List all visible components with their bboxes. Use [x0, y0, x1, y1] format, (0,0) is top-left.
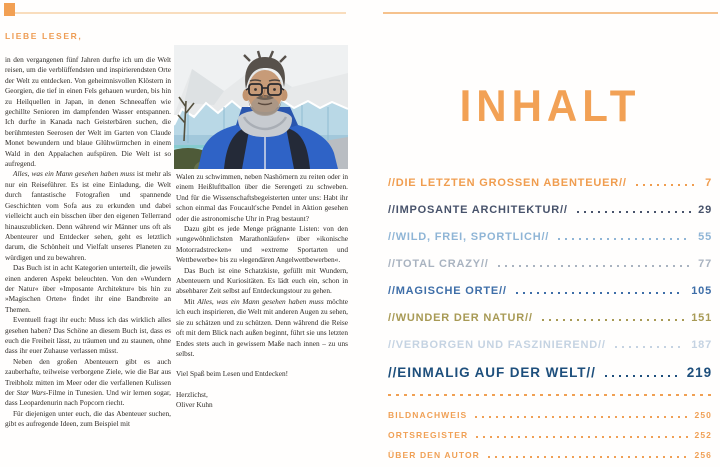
dotted-leader	[558, 238, 691, 240]
toc-entry	[388, 177, 712, 189]
dotted-separator	[388, 394, 712, 396]
dotted-leader	[498, 265, 692, 267]
toc-page-number: 151	[691, 312, 712, 324]
book-title-italic: Alles, was ein Mann gesehen haben muss	[197, 296, 324, 306]
appendix-entry-label: ÜBER DEN AUTOR	[388, 450, 480, 460]
paragraph	[5, 55, 171, 169]
text-segment: Mit	[184, 296, 198, 306]
dotted-leader	[516, 292, 685, 294]
text-segment: Eventuell fragt ihr euch: Muss ich das wirklich alles gesehen haben? Das Schöne an diesem Buch ist, dass es euch die Freiheit lässt, zu träumen und zu staunen, ohne dass ihr euer Zuhause verlassen müsst.	[5, 315, 171, 356]
letter-column-1	[5, 55, 171, 430]
toc-entry-label: //VERBORGEN UND FASZINIEREND//	[388, 339, 606, 351]
appendix-page-number: 250	[694, 410, 712, 420]
text-segment: Für diejenigen unter euch, die das Abenteuer suchen, gibt es aufregende Ideen, zum Beispiel mit	[5, 408, 171, 429]
appendix-page-number: 256	[694, 450, 712, 460]
top-rule-left	[15, 12, 346, 14]
text-segment: Viel Spaß beim Lesen und Entdecken!	[176, 369, 289, 379]
appendix-rows	[388, 410, 712, 460]
appendix-entry-label: BILDNACHWEIS	[388, 410, 468, 420]
toc-entry	[388, 339, 712, 351]
paragraph	[176, 297, 348, 359]
page-right	[360, 0, 720, 467]
paragraph	[5, 315, 171, 357]
toc-entry-label: //IMPOSANTE ARCHITEKTUR//	[388, 204, 568, 216]
dotted-leader	[488, 456, 689, 458]
paragraph	[176, 172, 348, 224]
toc-page-number: 219	[686, 365, 712, 380]
dotted-leader	[615, 346, 684, 348]
corner-accent-square	[4, 3, 15, 16]
appendix-entry-label: ORTSREGISTER	[388, 430, 469, 440]
paragraph	[176, 369, 348, 379]
author-photo-illustration	[174, 45, 348, 169]
paragraph	[176, 224, 348, 266]
toc-entry	[388, 258, 712, 270]
letter-heading: LIEBE LESER,	[5, 31, 83, 41]
toc-entry-label: //DIE LETZTEN GROSSEN ABENTEUER//	[388, 177, 627, 189]
toc-entry	[388, 312, 712, 324]
paragraph	[5, 409, 171, 430]
text-segment: Das Buch ist eine Schatzkiste, gefüllt mit Wundern, Abenteuern und Kuriositäten. Es lädt euch ein, schon in absehbarer Zeit selbst auf Entdeckungstour zu gehen.	[176, 265, 348, 296]
text-segment: Neben den großen Abenteuern gibt es auch zauberhafte, teilweise verborgene Ziele, wie die Bar aus Treibholz mitten im Meer oder die verfallenen Kulissen der	[5, 356, 171, 397]
appendix-list	[388, 394, 712, 470]
toc-page-number: 55	[698, 231, 712, 243]
toc-entry	[388, 285, 712, 297]
toc-entry-label: //WILD, FREI, SPORTLICH//	[388, 231, 550, 243]
book-title-italic: Alles, was ein Mann gesehen haben muss	[13, 169, 135, 179]
toc-entry-label: //MAGISCHE ORTE//	[388, 285, 507, 297]
dotted-leader	[476, 436, 688, 438]
paragraph	[176, 390, 348, 400]
paragraph	[176, 400, 348, 410]
appendix-entry	[388, 450, 712, 460]
letter-column-2	[176, 172, 348, 411]
paragraph	[5, 169, 171, 263]
toc-entry	[388, 366, 712, 380]
text-segment: Das Buch ist in acht Kategorien unterteilt, die jeweils einen anderen Aspekt beleuchten. Von den »Wundern der Natur« über »Imposante Architektur« bis hin zu »Magischen Orten« findet ihr eine Bandbreite an Themen.	[5, 263, 171, 314]
paragraph	[5, 357, 171, 409]
text-segment: -Filme in Tunesien. Und wir lernen sogar, dass Leopardenurin nach Popcorn riecht.	[5, 388, 171, 408]
book-title-italic: Star Wars	[16, 388, 46, 397]
dotted-leader	[636, 184, 698, 186]
toc-entry-label: //WUNDER DER NATUR//	[388, 312, 533, 324]
toc-entry	[388, 204, 712, 216]
dotted-leader	[475, 416, 688, 418]
toc-page-number: 77	[698, 258, 712, 270]
paragraph	[5, 263, 171, 315]
text-segment: in den vergangenen fünf Jahren durfte ich um die Welt reisen, um die verblüffendsten und inspirierendsten Orte der Welt zu entdecken. Von geheimnisvollen Klöstern in Georgien, die tief in einen Fels gehauen wurden, bis hin zu Heilquellen in Japan, in denen Schneeaffen wie gechillte Senioren im dampfenden Wasser entspannen. Ich durfte in Kanada nach Geisterbären suchen, die berühmtesten Seerosen der Welt im Garten von Claude Monet bewundern und blaue Glühwürmchen in einem Wald in den Appalachen aufspüren. Die Welt ist so aufregend.	[5, 55, 171, 169]
dotted-leader	[605, 375, 680, 377]
toc-entry	[388, 231, 712, 243]
toc-page-number: 105	[691, 285, 712, 297]
dotted-leader	[542, 319, 685, 321]
author-photo	[174, 45, 348, 169]
text-segment: Herzlichst,	[176, 389, 208, 399]
text-segment: Oliver Kuhn	[176, 400, 213, 410]
toc-page-number: 29	[698, 204, 712, 216]
toc-entry-label: //TOTAL CRAZY//	[388, 258, 489, 270]
paragraph	[176, 266, 348, 297]
text-segment: Dazu gibt es jede Menge prägnante Listen: von den »ungewöhnlichsten Marathonläufen« über »ikonische Motorradstrecken« und »extreme Sportarten und Wettbewerbe« bis zu »legendären Angelwettbewerben«.	[176, 224, 348, 265]
top-rule-right	[383, 12, 718, 14]
dotted-leader	[577, 211, 691, 213]
appendix-entry	[388, 430, 712, 440]
text-segment: möchte ich euch inspirieren, die Welt mit anderen Augen zu sehen, sie zu schätzen und zu schützen. Denn während die Reise oft mit dem Blick nach außen beginnt, führt sie uns letzten Endes stets auch in gewissem Maße nach innen – zu uns selbst.	[176, 296, 348, 358]
toc-page-number: 7	[705, 177, 712, 189]
appendix-page-number: 252	[694, 430, 712, 440]
appendix-entry	[388, 410, 712, 420]
toc-entry-label: //EINMALIG AUF DER WELT//	[388, 365, 596, 380]
text-segment: ist mehr als nur ein Reiseführer. Es ist eine Einladung, die Welt durch fantastische Fotografien und spannende Geschichten vom Sofa aus zu erkunden und dabei vielleicht auch ein bisschen über den eigenen Tellerrand hinauszublicken. Denn während wir Männer uns oft als Abenteurer und Entdecker sehen, geht es letztlich darum, die Schönheit und Vielfalt unseres Planeten zu würdigen und zu bewahren.	[5, 169, 172, 262]
text-segment: Walen zu schwimmen, neben Nashörnern zu reiten oder in einem Heißluftballon über die Serengeti zu schweben. Und für die Wissenschaftsbegeisterten unter uns: Habt ihr schon einmal das Foucault'sche Pendel in Aktion gesehen oder die astronomische Uhr in Prag bestaunt?	[176, 172, 348, 223]
page-left	[0, 0, 360, 467]
toc-page-number: 187	[691, 339, 712, 351]
toc-list	[388, 177, 712, 395]
contents-title: INHALT	[459, 80, 641, 131]
